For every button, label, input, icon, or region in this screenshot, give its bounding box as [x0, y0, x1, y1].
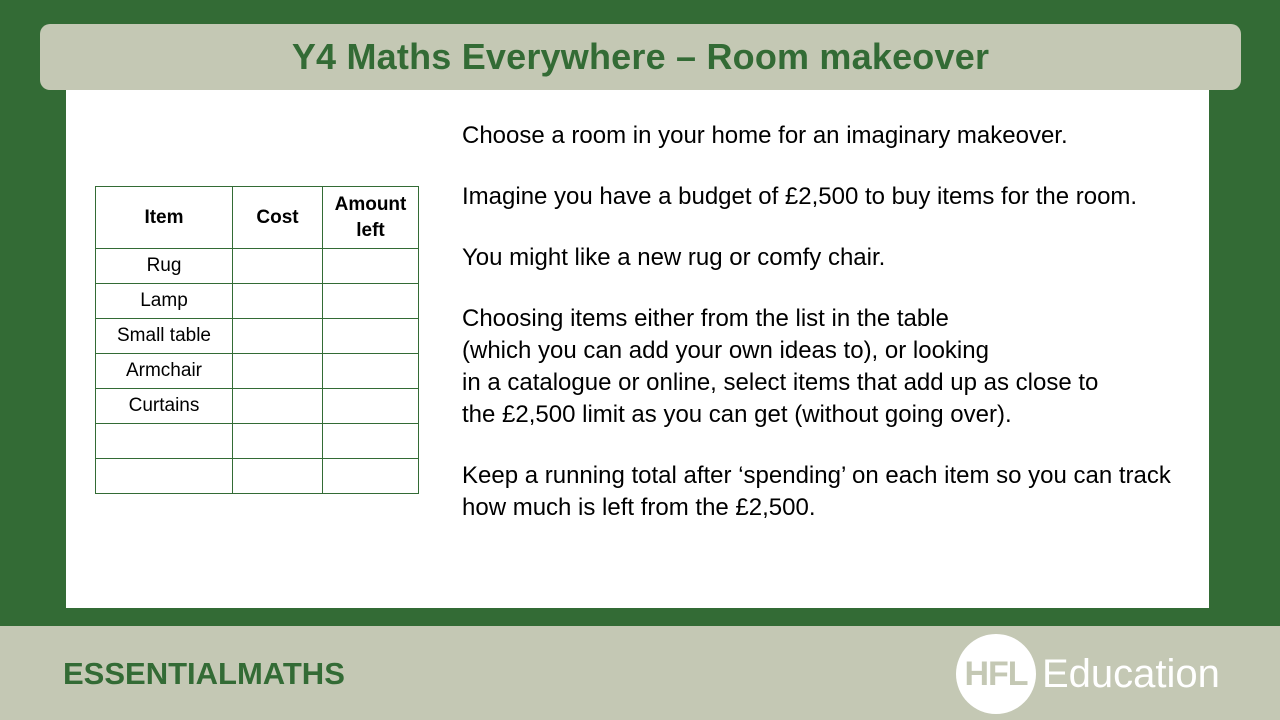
title-bar: [40, 24, 1241, 90]
budget-table: [95, 186, 419, 494]
table-row: [96, 284, 419, 319]
instructions: [462, 120, 1192, 553]
cost-cell: [233, 319, 323, 354]
instruction-line: the £2,500 limit as you can get (without going over).: [462, 401, 1012, 428]
brand-name: ESSENTIALMATHS: [63, 656, 345, 691]
instruction-paragraph: You might like a new rug or comfy chair.: [462, 244, 886, 271]
table-row: [96, 424, 419, 459]
instruction-line: Choosing items either from the list in the table: [462, 305, 949, 332]
item-cell: Armchair: [96, 354, 233, 389]
cost-cell: [233, 389, 323, 424]
table-header-row: [96, 187, 419, 249]
item-cell: [96, 424, 233, 459]
instruction-paragraph: [462, 303, 1192, 431]
table-row: [96, 459, 419, 494]
item-cell: [96, 459, 233, 494]
instruction-line: (which you can add your own ideas to), or looking: [462, 337, 989, 364]
amount-left-cell: [323, 459, 419, 494]
logo-word: Education: [1042, 651, 1220, 696]
cost-cell: [233, 424, 323, 459]
table-row: [96, 354, 419, 389]
amount-left-cell: [323, 424, 419, 459]
footer: [0, 626, 1280, 720]
content-panel: [66, 90, 1209, 608]
amount-left-cell: [323, 284, 419, 319]
instruction-paragraph: Choose a room in your home for an imaginary makeover.: [462, 122, 1068, 149]
page-title: Y4 Maths Everywhere – Room makeover: [291, 36, 990, 77]
item-cell: Small table: [96, 319, 233, 354]
cost-cell: [233, 459, 323, 494]
hfl-logo: [956, 634, 1220, 714]
item-cell: Lamp: [96, 284, 233, 319]
amount-left-cell: [323, 319, 419, 354]
cost-cell: [233, 354, 323, 389]
logo-mark: HFL: [956, 634, 1036, 714]
table-row: [96, 319, 419, 354]
amount-left-cell: [323, 389, 419, 424]
cost-cell: [233, 249, 323, 284]
header-cost: Cost: [233, 187, 323, 249]
table-row: [96, 389, 419, 424]
header-amount-left: Amount left: [323, 187, 419, 249]
instruction-paragraph: Imagine you have a budget of £2,500 to buy items for the room.: [462, 183, 1138, 210]
item-cell: Rug: [96, 249, 233, 284]
table-row: [96, 249, 419, 284]
instruction-paragraph: Keep a running total after ‘spending’ on each item so you can track how much is left from the £2,500.: [462, 462, 1171, 521]
instruction-line: in a catalogue or online, select items that add up as close to: [462, 369, 1099, 396]
item-cell: Curtains: [96, 389, 233, 424]
header-item: Item: [96, 187, 233, 249]
amount-left-cell: [323, 249, 419, 284]
cost-cell: [233, 284, 323, 319]
amount-left-cell: [323, 354, 419, 389]
